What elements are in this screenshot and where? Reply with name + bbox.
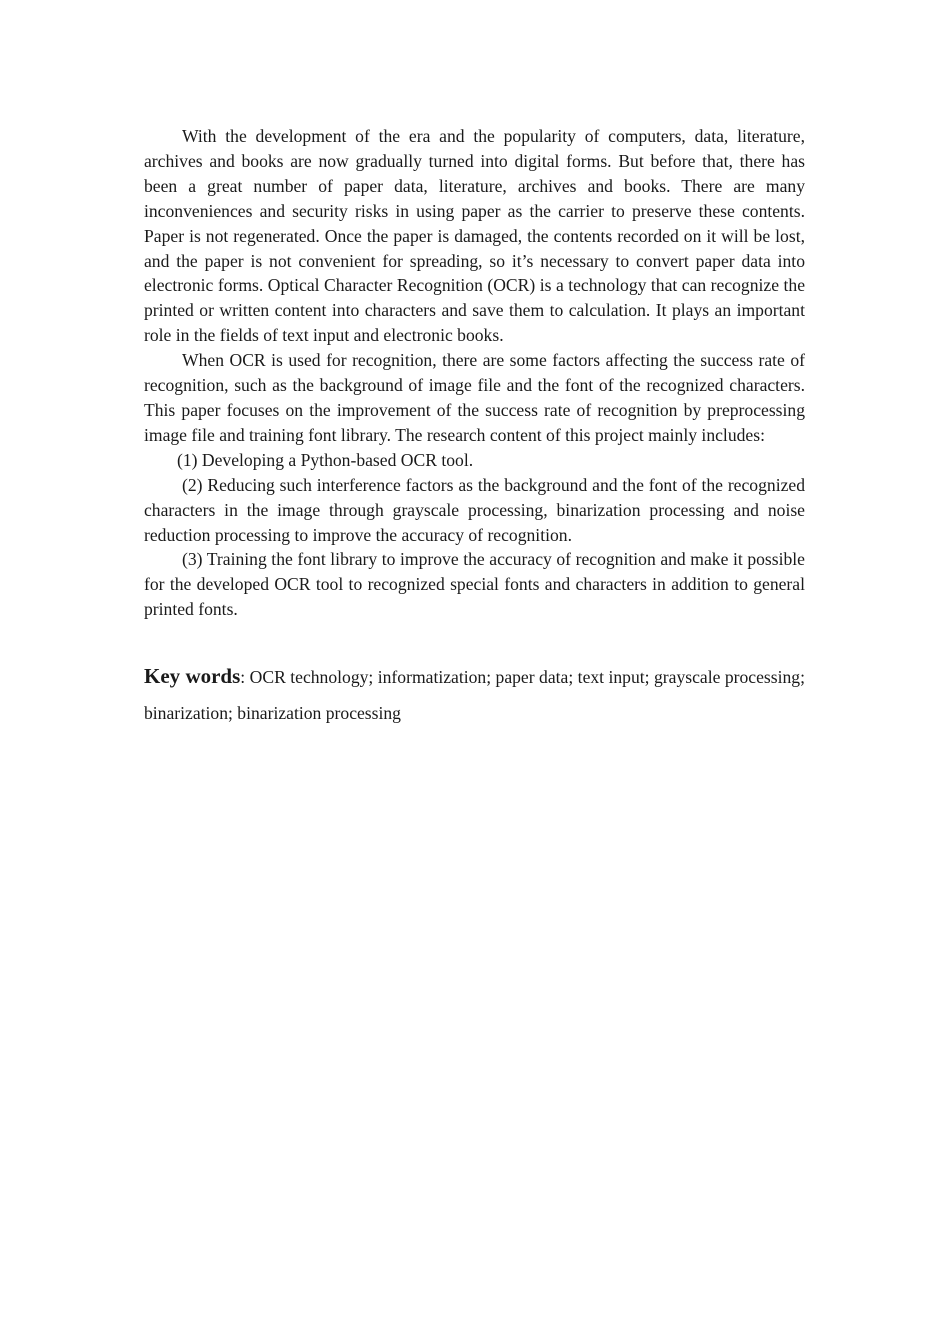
abstract-paragraph-1: With the development of the era and the popularity of computers, data, literature, archives and books are now gradually turned into digital forms. But before that, there has been a great number of paper data, literature, archives and books. There are many inconveniences and security risks in using paper as the carrier to preserve these contents. Paper is not regenerated. Once the paper is damaged, the contents recorded on it will be lost, and the paper is not convenient for spreading, so it’s necessary to convert paper data into electronic forms. Optical Character Recognition (OCR) is a technology that can recognize the printed or written content into characters and save them to calculation. It plays an important role in the fields of text input and electronic books. xyxy=(144,126,805,346)
keywords-label: Key words xyxy=(144,664,241,689)
research-item-2: (2) Reducing such interference factors as the background and the font of the recognized characters in the image through grayscale processing, binarization processing and noise reduction processing to improve the accuracy of recognition. xyxy=(144,474,805,545)
keywords-separator: : xyxy=(240,667,246,688)
abstract-body xyxy=(144,124,805,749)
abstract-paragraph-2: When OCR is used for recognition, there are some factors affecting the success rate of recognition, such as the background of image file and the font of the recognized characters. This paper focuses on the improvement of the success rate of recognition by preprocessing image file and training font library. The research content of this project mainly includes: xyxy=(144,350,805,445)
research-item-3: (3) Training the font library to improve the accuracy of recognition and make it possible for the developed OCR tool to recognized special fonts and characters in addition to general printed fonts. xyxy=(144,549,805,620)
research-item-1: (1) Developing a Python-based OCR tool. xyxy=(177,449,474,470)
keywords-line xyxy=(144,658,805,731)
keywords-text: OCR technology; informatization; paper data; text input; grayscale processing; binarization; binarization processing xyxy=(144,667,805,724)
